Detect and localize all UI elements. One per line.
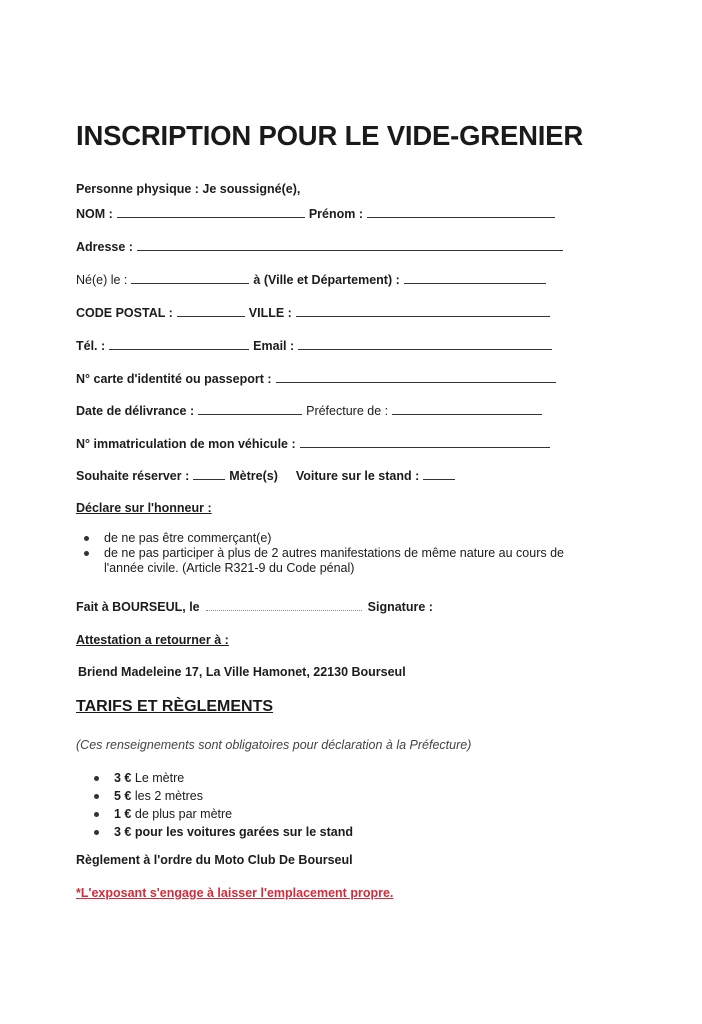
- row-naissance: [76, 273, 550, 287]
- tarif-item: 1 € de plus par mètre: [88, 805, 353, 823]
- tarifs-note: (Ces renseignements sont obligatoires pour déclaration à la Préfecture): [76, 738, 472, 752]
- row-immatriculation: [76, 437, 554, 451]
- ne-le-input-line[interactable]: [131, 282, 249, 284]
- code-postal-label: CODE POSTAL :: [76, 306, 173, 320]
- row-delivrance: [76, 404, 546, 418]
- row-carte-identite: [76, 372, 560, 386]
- metres-input-line[interactable]: [193, 478, 225, 480]
- warning-star: *: [76, 886, 81, 900]
- intro-text: Personne physique : Je soussigné(e),: [76, 182, 301, 196]
- signature-label: Signature :: [367, 600, 433, 614]
- declaration-heading: Déclare sur l'honneur :: [76, 501, 212, 515]
- immatriculation-label: N° immatriculation de mon véhicule :: [76, 437, 296, 451]
- declaration-item: de ne pas être commerçant(e): [78, 531, 564, 546]
- declaration-list: [78, 531, 564, 576]
- adresse-input-line[interactable]: [137, 249, 563, 251]
- row-reservation: [76, 469, 459, 483]
- metres-label: Mètre(s): [229, 469, 278, 483]
- voiture-label: Voiture sur le stand :: [295, 469, 420, 483]
- nom-label: NOM :: [76, 207, 113, 221]
- carte-identite-input-line[interactable]: [276, 381, 556, 383]
- date-delivrance-input-line[interactable]: [198, 413, 302, 415]
- ville-input-line[interactable]: [296, 315, 550, 317]
- bullet-icon: [84, 551, 89, 556]
- code-postal-input-line[interactable]: [177, 315, 245, 317]
- voiture-input-line[interactable]: [423, 478, 455, 480]
- tarif-item: 3 € Le mètre: [88, 769, 353, 787]
- row-nom: [76, 207, 559, 221]
- bullet-icon: [94, 776, 99, 781]
- lieu-naissance-label: à (Ville et Département) :: [253, 273, 400, 287]
- warning-message: L'exposant s'engage à laisser l'emplacement propre.: [80, 886, 394, 900]
- declaration-item: de ne pas participer à plus de 2 autres manifestations de même nature au cours de l'année civile. (Article R321-9 du Code pénal): [78, 546, 564, 576]
- row-code-postal: [76, 306, 554, 320]
- attestation-heading: Attestation a retourner à :: [76, 633, 229, 647]
- tarif-item: 5 € les 2 mètres: [88, 787, 353, 805]
- attestation-address: Briend Madeleine 17, La Ville Hamonet, 22130 Bourseul: [78, 665, 406, 679]
- prefecture-input-line[interactable]: [392, 413, 542, 415]
- tarif-item: 3 € pour les voitures garées sur le stand: [88, 823, 353, 841]
- adresse-label: Adresse :: [76, 240, 133, 254]
- page-title: INSCRIPTION POUR LE VIDE-GRENIER: [76, 120, 583, 151]
- prenom-input-line[interactable]: [367, 216, 555, 218]
- tel-label: Tél. :: [76, 339, 106, 353]
- reserver-label: Souhaite réserver :: [76, 469, 190, 483]
- immatriculation-input-line[interactable]: [300, 446, 550, 448]
- tarifs-list: [88, 769, 353, 841]
- row-contact: [76, 339, 556, 353]
- date-delivrance-label: Date de délivrance :: [76, 404, 195, 418]
- email-input-line[interactable]: [298, 348, 552, 350]
- fait-a-label: Fait à BOURSEUL, le: [76, 600, 200, 614]
- prenom-label: Prénom :: [308, 207, 363, 221]
- tel-input-line[interactable]: [109, 348, 249, 350]
- bullet-icon: [94, 812, 99, 817]
- prefecture-label: Préfecture de :: [306, 404, 389, 418]
- ville-label: VILLE :: [248, 306, 292, 320]
- lieu-naissance-input-line[interactable]: [404, 282, 546, 284]
- row-adresse: [76, 240, 567, 254]
- bullet-icon: [94, 794, 99, 799]
- bullet-icon: [84, 536, 89, 541]
- row-fait-a: [76, 600, 433, 614]
- ne-le-label: Né(e) le :: [76, 273, 128, 287]
- reglement-text: Règlement à l'ordre du Moto Club De Bourseul: [76, 853, 353, 867]
- carte-identite-label: N° carte d'identité ou passeport :: [76, 372, 272, 386]
- nom-input-line[interactable]: [117, 216, 305, 218]
- tarifs-heading: TARIFS ET RÈGLEMENTS: [76, 698, 274, 715]
- bullet-icon: [94, 830, 99, 835]
- warning-text: [76, 886, 393, 900]
- email-label: Email :: [253, 339, 295, 353]
- date-dotted-line[interactable]: [206, 609, 362, 611]
